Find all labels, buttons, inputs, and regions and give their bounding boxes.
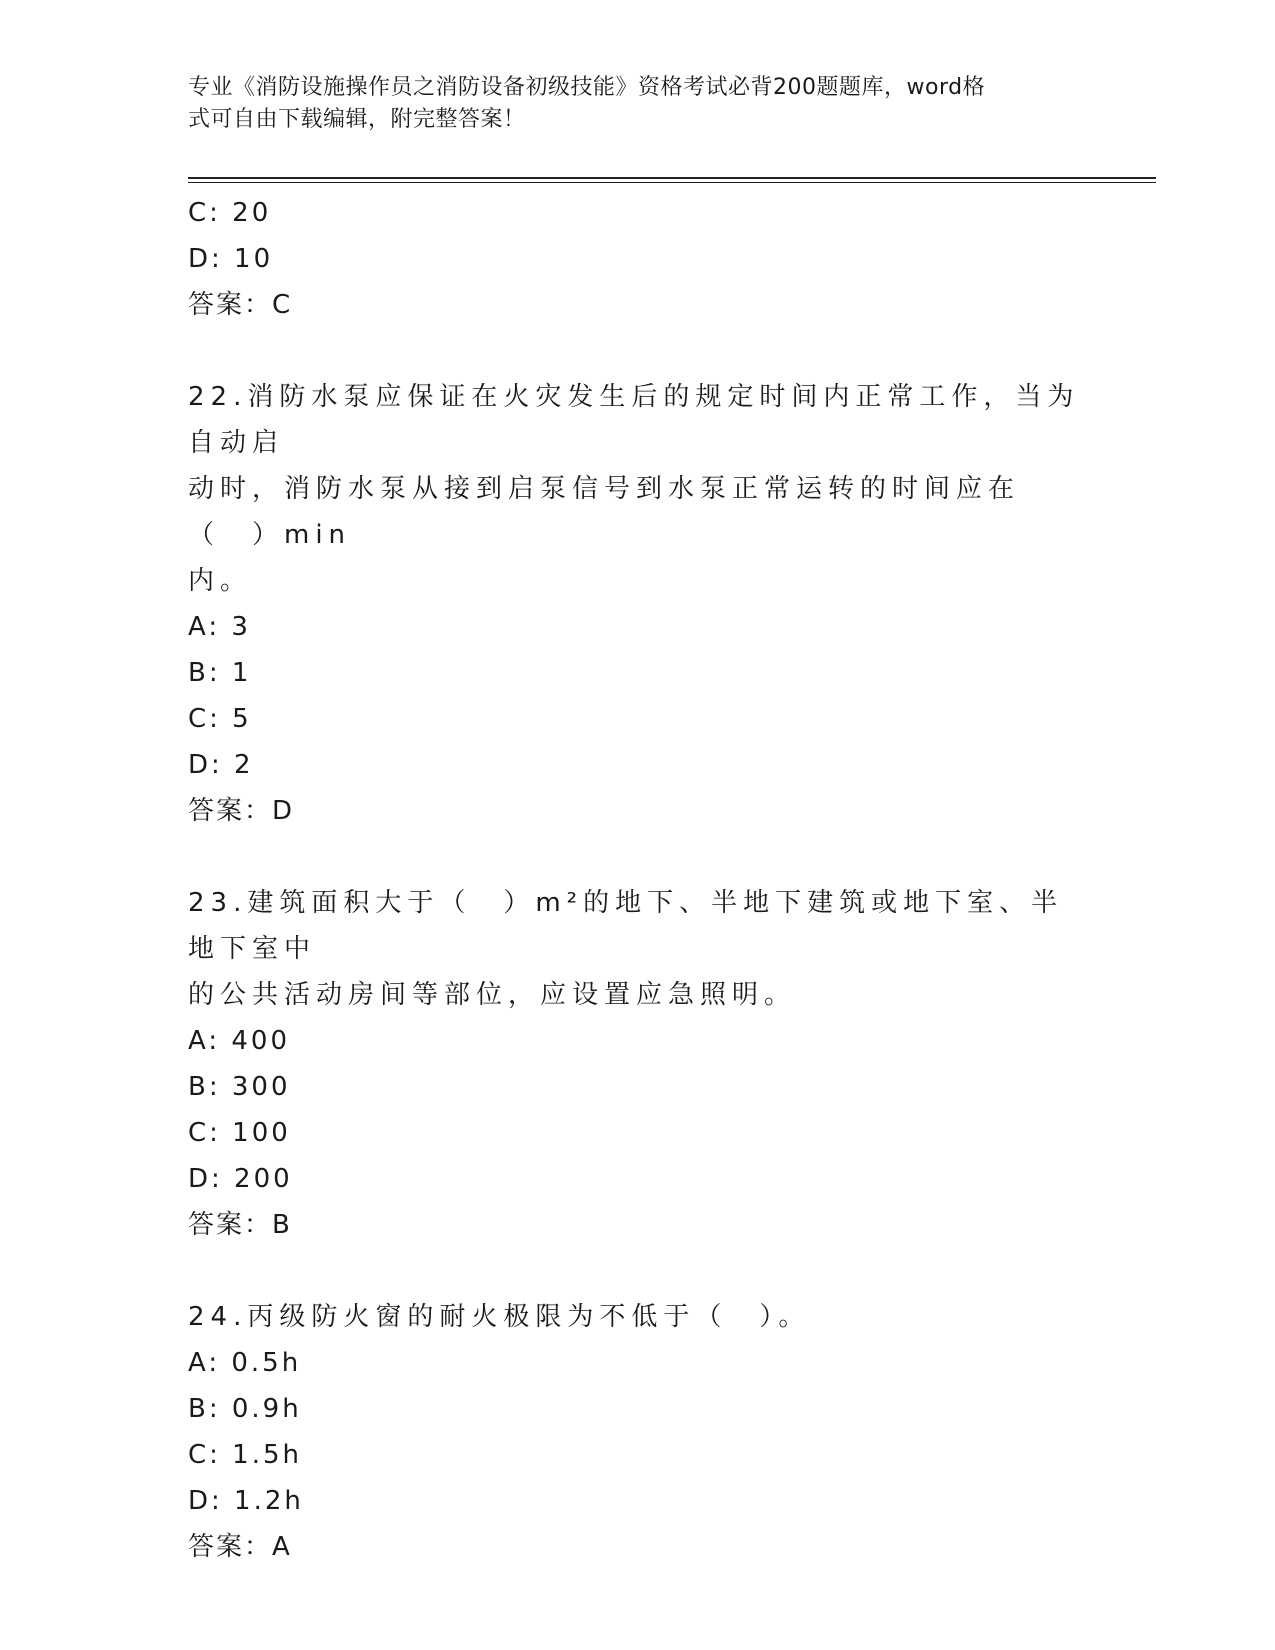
question-text-line: 的公共活动房间等部位，应设置应急照明。 [188,980,797,1010]
spacer [188,1248,1088,1294]
answer-line: 答案：A [188,1532,292,1562]
header-divider [188,177,1156,183]
option-d: D: 1.2h [188,1486,304,1516]
header-line-2: 式可自由下载编辑，附完整答案！ [188,107,526,132]
option-c: C: 100 [188,1118,291,1148]
prev-question-block [188,190,1088,328]
option-b: B: 0.9h [188,1394,302,1424]
answer-line: 答案：B [188,1210,292,1240]
header-line-1: 专业《消防设施操作员之消防设备初级技能》资格考试必背200题题库，word格 [188,75,986,100]
question-text-line: 动时，消防水泵从接到启泵信号到水泵正常运转的时间应在（ ）min [188,474,1021,550]
question-text-line: 22.消防水泵应保证在火灾发生后的规定时间内正常工作，当为自动启 [188,382,1080,458]
document-header [188,72,1088,136]
question-24 [188,1294,1088,1570]
question-text-line: 24.丙级防火窗的耐火极限为不低于（ ）。 [188,1302,811,1332]
answer-line: 答案：D [188,796,295,826]
option-d: D: 200 [188,1164,293,1194]
option-d: D: 2 [188,750,254,780]
question-list [188,190,1088,1570]
question-text-line: 23.建筑面积大于（ ）m²的地下、半地下建筑或地下室、半地下室中 [188,888,1064,964]
option-a: A: 3 [188,612,251,642]
answer-line: 答案：C [188,290,293,320]
option-d: D: 10 [188,244,274,274]
question-text-line: 内。 [188,566,253,596]
option-b: B: 1 [188,658,252,688]
spacer [188,834,1088,880]
option-b: B: 300 [188,1072,291,1102]
spacer [188,328,1088,374]
question-22 [188,374,1088,834]
question-23 [188,880,1088,1248]
option-a: A: 0.5h [188,1348,302,1378]
option-c: C: 20 [188,198,272,228]
option-c: C: 1.5h [188,1440,303,1470]
option-c: C: 5 [188,704,252,734]
option-a: A: 400 [188,1026,290,1056]
